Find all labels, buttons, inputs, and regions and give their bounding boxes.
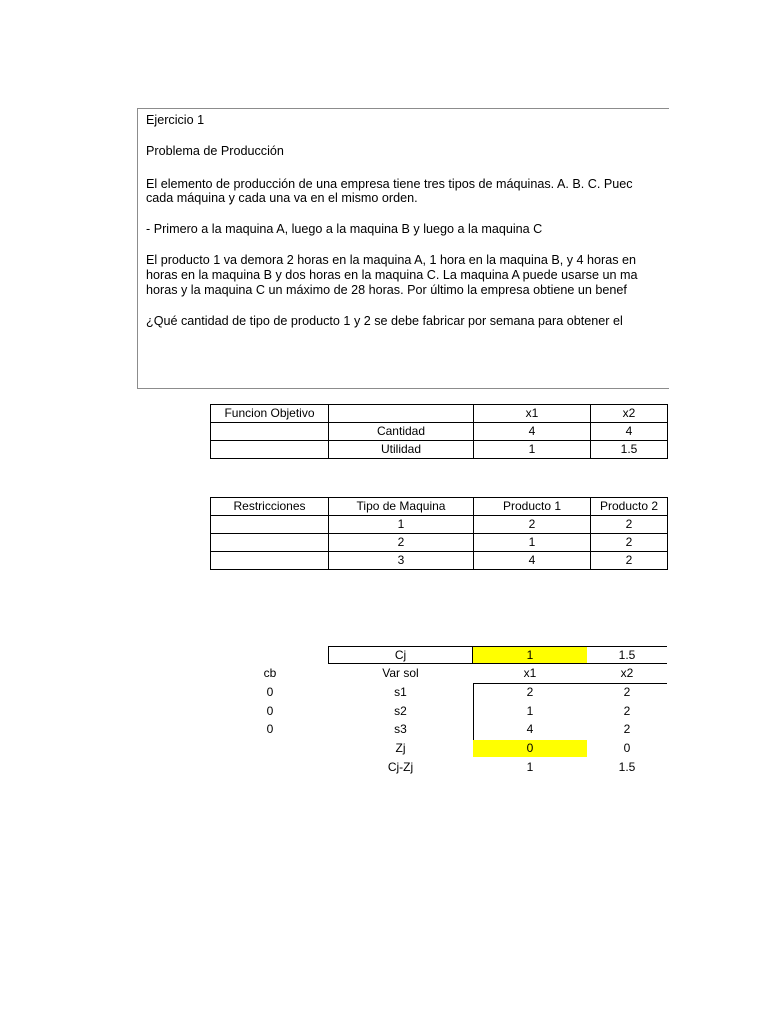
table-cell <box>211 516 329 534</box>
table-row <box>211 441 668 459</box>
basic-var: s1 <box>394 685 407 699</box>
cjzj-label: Cj-Zj <box>387 760 414 774</box>
zj-label: Zj <box>395 741 406 755</box>
table-cell: 4 <box>474 423 591 441</box>
table-cell: x1 <box>474 405 591 423</box>
zj-value-x1: 0 <box>473 740 587 757</box>
table-cell: Producto 1 <box>474 498 591 516</box>
table-cell <box>211 552 329 570</box>
cjzj-value-x2: 1.5 <box>618 760 636 774</box>
coef-x2: 2 <box>623 704 631 718</box>
table-cell: 4 <box>474 552 591 570</box>
table-row <box>211 534 668 552</box>
table-cell: Tipo de Maquina <box>329 498 474 516</box>
paragraph-3-line-2: horas en la maquina B y dos horas en la maquina C. La maquina A puede usarse un ma <box>146 268 638 282</box>
basic-var: s3 <box>394 722 407 736</box>
table-cell: 3 <box>329 552 474 570</box>
table-cell: 1 <box>329 516 474 534</box>
cb-header: cb <box>263 666 277 680</box>
question-text: ¿Qué cantidad de tipo de producto 1 y 2 se debe fabricar por semana para obtener el <box>146 314 623 328</box>
table-row <box>211 498 668 516</box>
cj-label: Cj <box>328 646 473 664</box>
table-row <box>211 423 668 441</box>
table-cell: Funcion Objetivo <box>211 405 329 423</box>
paragraph-1-line-1: El elemento de producción de una empresa tiene tres tipos de máquinas. A. B. C. Puec <box>146 177 633 191</box>
zj-value-x2: 0 <box>623 741 631 755</box>
table-cell: Utilidad <box>329 441 474 459</box>
problem-statement-box <box>137 108 669 389</box>
table-cell <box>329 405 474 423</box>
basic-var: s2 <box>394 704 407 718</box>
table-cell: 1 <box>474 534 591 552</box>
table-cell: Cantidad <box>329 423 474 441</box>
x2-header: x2 <box>620 666 634 680</box>
coef-x2: 2 <box>623 685 631 699</box>
exercise-subtitle: Problema de Producción <box>146 144 284 158</box>
table-cell: Producto 2 <box>591 498 668 516</box>
coef-x1: 2 <box>526 685 534 699</box>
table-cell: 2 <box>591 534 668 552</box>
table-cell: 2 <box>591 516 668 534</box>
table-cell: 1 <box>474 441 591 459</box>
varsol-header: Var sol <box>382 666 419 680</box>
paragraph-3-line-1: El producto 1 va demora 2 horas en la maquina A, 1 hora en la maquina B, y 4 horas en <box>146 253 637 267</box>
objective-function-table <box>210 404 668 459</box>
paragraph-3-line-3: horas y la maquina C un máximo de 28 horas. Por último la empresa obtiene un benef <box>146 283 627 297</box>
table-cell: 2 <box>474 516 591 534</box>
coef-x1: 4 <box>526 722 534 736</box>
table-cell: x2 <box>591 405 668 423</box>
coef-x1: 1 <box>526 704 534 718</box>
coef-x2: 2 <box>623 722 631 736</box>
table-cell: 4 <box>591 423 668 441</box>
cb-value: 0 <box>266 685 274 699</box>
table-row <box>211 405 668 423</box>
table-row <box>211 516 668 534</box>
table-cell <box>211 423 329 441</box>
exercise-title: Ejercicio 1 <box>146 113 205 127</box>
cb-value: 0 <box>266 722 274 736</box>
table-cell <box>211 441 329 459</box>
table-row <box>211 552 668 570</box>
cj-value-x1: 1 <box>473 646 587 664</box>
paragraph-1-line-2: cada máquina y cada una va en el mismo orden. <box>146 191 418 205</box>
table-cell: 2 <box>329 534 474 552</box>
cjzj-value-x1: 1 <box>526 760 534 774</box>
x1-header: x1 <box>523 666 537 680</box>
constraints-table <box>210 497 668 570</box>
table-cell: 2 <box>591 552 668 570</box>
table-cell: Restricciones <box>211 498 329 516</box>
cj-value-x2: 1.5 <box>587 646 667 664</box>
cb-value: 0 <box>266 704 274 718</box>
paragraph-2: - Primero a la maquina A, luego a la maquina B y luego a la maquina C <box>146 222 543 236</box>
table-cell: 1.5 <box>591 441 668 459</box>
table-cell <box>211 534 329 552</box>
